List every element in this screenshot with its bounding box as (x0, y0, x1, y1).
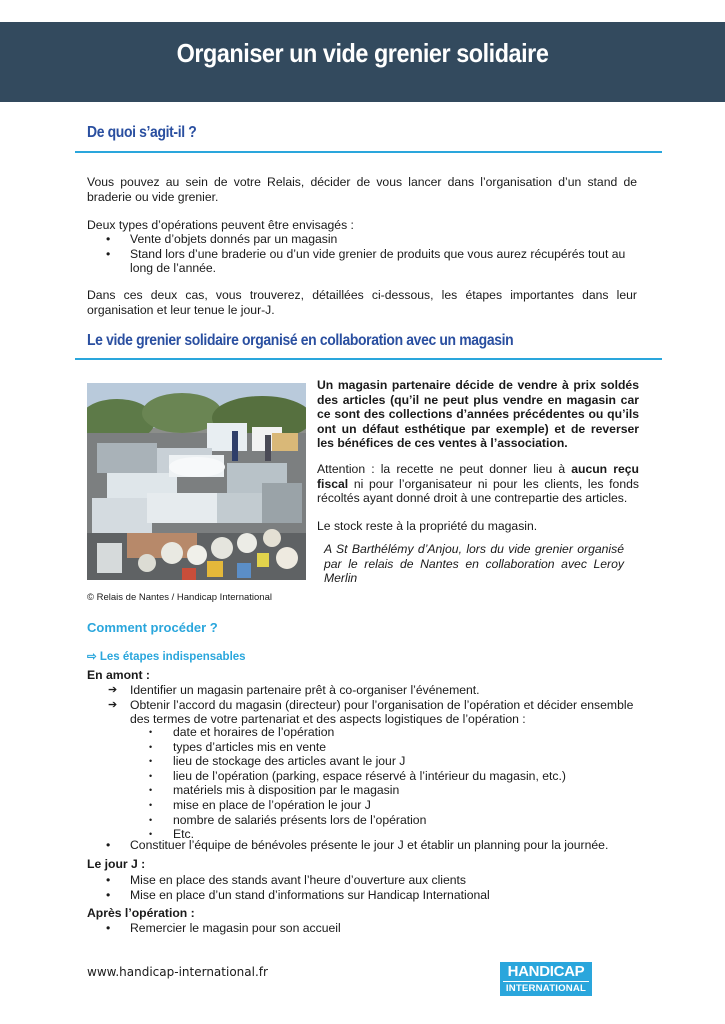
procedure-title: Comment procéder ? (87, 620, 218, 635)
bullet-icon: • (106, 873, 111, 887)
section-title-what: De quoi s’agit-il ? (87, 124, 197, 141)
website-link[interactable]: www.handicap-international.fr (87, 965, 268, 979)
list-item: • date et horaires de l’opération (149, 725, 335, 739)
after-list (87, 921, 647, 936)
flea-market-photo (87, 383, 306, 580)
types-intro: Deux types d’opérations peuvent être envisagés : (87, 218, 354, 232)
steps-label: ⇨ Les étapes indispensables (87, 651, 246, 663)
list-item: • Remercier le magasin pour son accueil (106, 921, 341, 935)
list-item: • Etc. (149, 827, 194, 842)
bullet-icon: • (149, 741, 153, 752)
partnership-summary: Un magasin partenaire décide de vendre à prix soldés des articles (qu’il ne peut plus vendre en magasin car ce sont des collections d’années précédentes ou qu’ils ont un défaut esthétique par exemple) et de reverser les bénéfices de ces ventes à l’association. (317, 378, 639, 451)
intro-paragraph: Vous pouvez au sein de votre Relais, décider de vous lancer dans l’organisation d’un stand de braderie ou vide grenier. (87, 175, 637, 204)
page-title: Organiser un vide grenier solidaire (176, 38, 549, 68)
bullet-icon: • (149, 829, 153, 840)
list-item: • Stand lors d’une braderie ou d’un vide grenier de produits que vous aurez récupérés tout au long de l’année. (106, 246, 626, 276)
photo-caption: © Relais de Nantes / Handicap International (87, 592, 272, 603)
bullet-icon: • (149, 756, 153, 767)
section-divider (75, 358, 662, 360)
list-item: • Vente d’objets donnés par un magasin (106, 232, 338, 246)
types-list (87, 232, 639, 276)
volunteers-list (87, 838, 647, 853)
before-label: En amont : (87, 668, 150, 682)
handicap-international-logo: HANDICAP INTERNATIONAL (500, 962, 592, 996)
bullet-icon: • (149, 814, 153, 825)
arrow-icon: ➔ (108, 684, 118, 696)
attention-note: Attention : la recette ne peut donner lieu à aucun reçu fiscal ni pour l’organisateur ni pour les clients, les fonds récoltés ayant donné droit à une contrepartie des articles. (317, 462, 639, 506)
terms-list (87, 725, 647, 842)
list-item: ➔ Identifier un magasin partenaire prêt à co-organiser l’événement. (108, 683, 480, 697)
list-item: • types d’articles mis en vente (149, 739, 327, 754)
dayj-list (87, 873, 647, 902)
before-list (87, 683, 639, 727)
list-item: • lieu de stockage des articles avant le jour J (149, 754, 406, 769)
list-item: • matériels mis à disposition par le magasin (149, 783, 400, 798)
bullet-icon: • (149, 727, 153, 737)
bullet-icon: • (106, 921, 111, 935)
bullet-icon: • (106, 887, 111, 902)
bullet-icon: • (106, 246, 111, 261)
list-item: • Mise en place d’un stand d’informations sur Handicap International (106, 887, 490, 902)
bullet-icon: • (149, 799, 153, 810)
list-item: • mise en place de l’opération le jour J (149, 797, 371, 812)
list-item: • Mise en place des stands avant l’heure d’ouverture aux clients (106, 873, 467, 887)
list-item: • lieu de l’opération (parking, espace réservé à l’intérieur du magasin, etc.) (149, 768, 566, 783)
bullet-icon: • (106, 838, 111, 852)
arrow-icon: ➔ (108, 698, 118, 711)
example-note: A St Barthélémy d’Anjou, lors du vide grenier organisé par le relais de Nantes en collaboration avec Leroy Merlin (324, 542, 624, 586)
section-divider (75, 151, 662, 153)
bullet-icon: • (149, 785, 153, 796)
closing-paragraph: Dans ces deux cas, vous trouverez, détaillées ci-dessous, les étapes importantes dans leur organisation et leur tenue le jour-J. (87, 288, 637, 317)
bullet-icon: • (106, 232, 111, 246)
bullet-icon: • (149, 770, 153, 781)
after-label: Après l’opération : (87, 906, 195, 920)
dayj-label: Le jour J : (87, 857, 146, 871)
section-title-collab: Le vide grenier solidaire organisé en collaboration avec un magasin (87, 332, 514, 349)
stock-note: Le stock reste à la propriété du magasin. (317, 519, 538, 533)
list-item: • Constituer l’équipe de bénévoles présente le jour J et établir un planning pour la journée. (106, 838, 609, 852)
list-item: • nombre de salariés présents lors de l’opération (149, 812, 427, 827)
list-item: ➔ Obtenir l’accord du magasin (directeur) pour l’organisation de l’opération et décider ensemble des termes de votre partenariat et des aspects logistiques de l’opération : (108, 697, 634, 727)
